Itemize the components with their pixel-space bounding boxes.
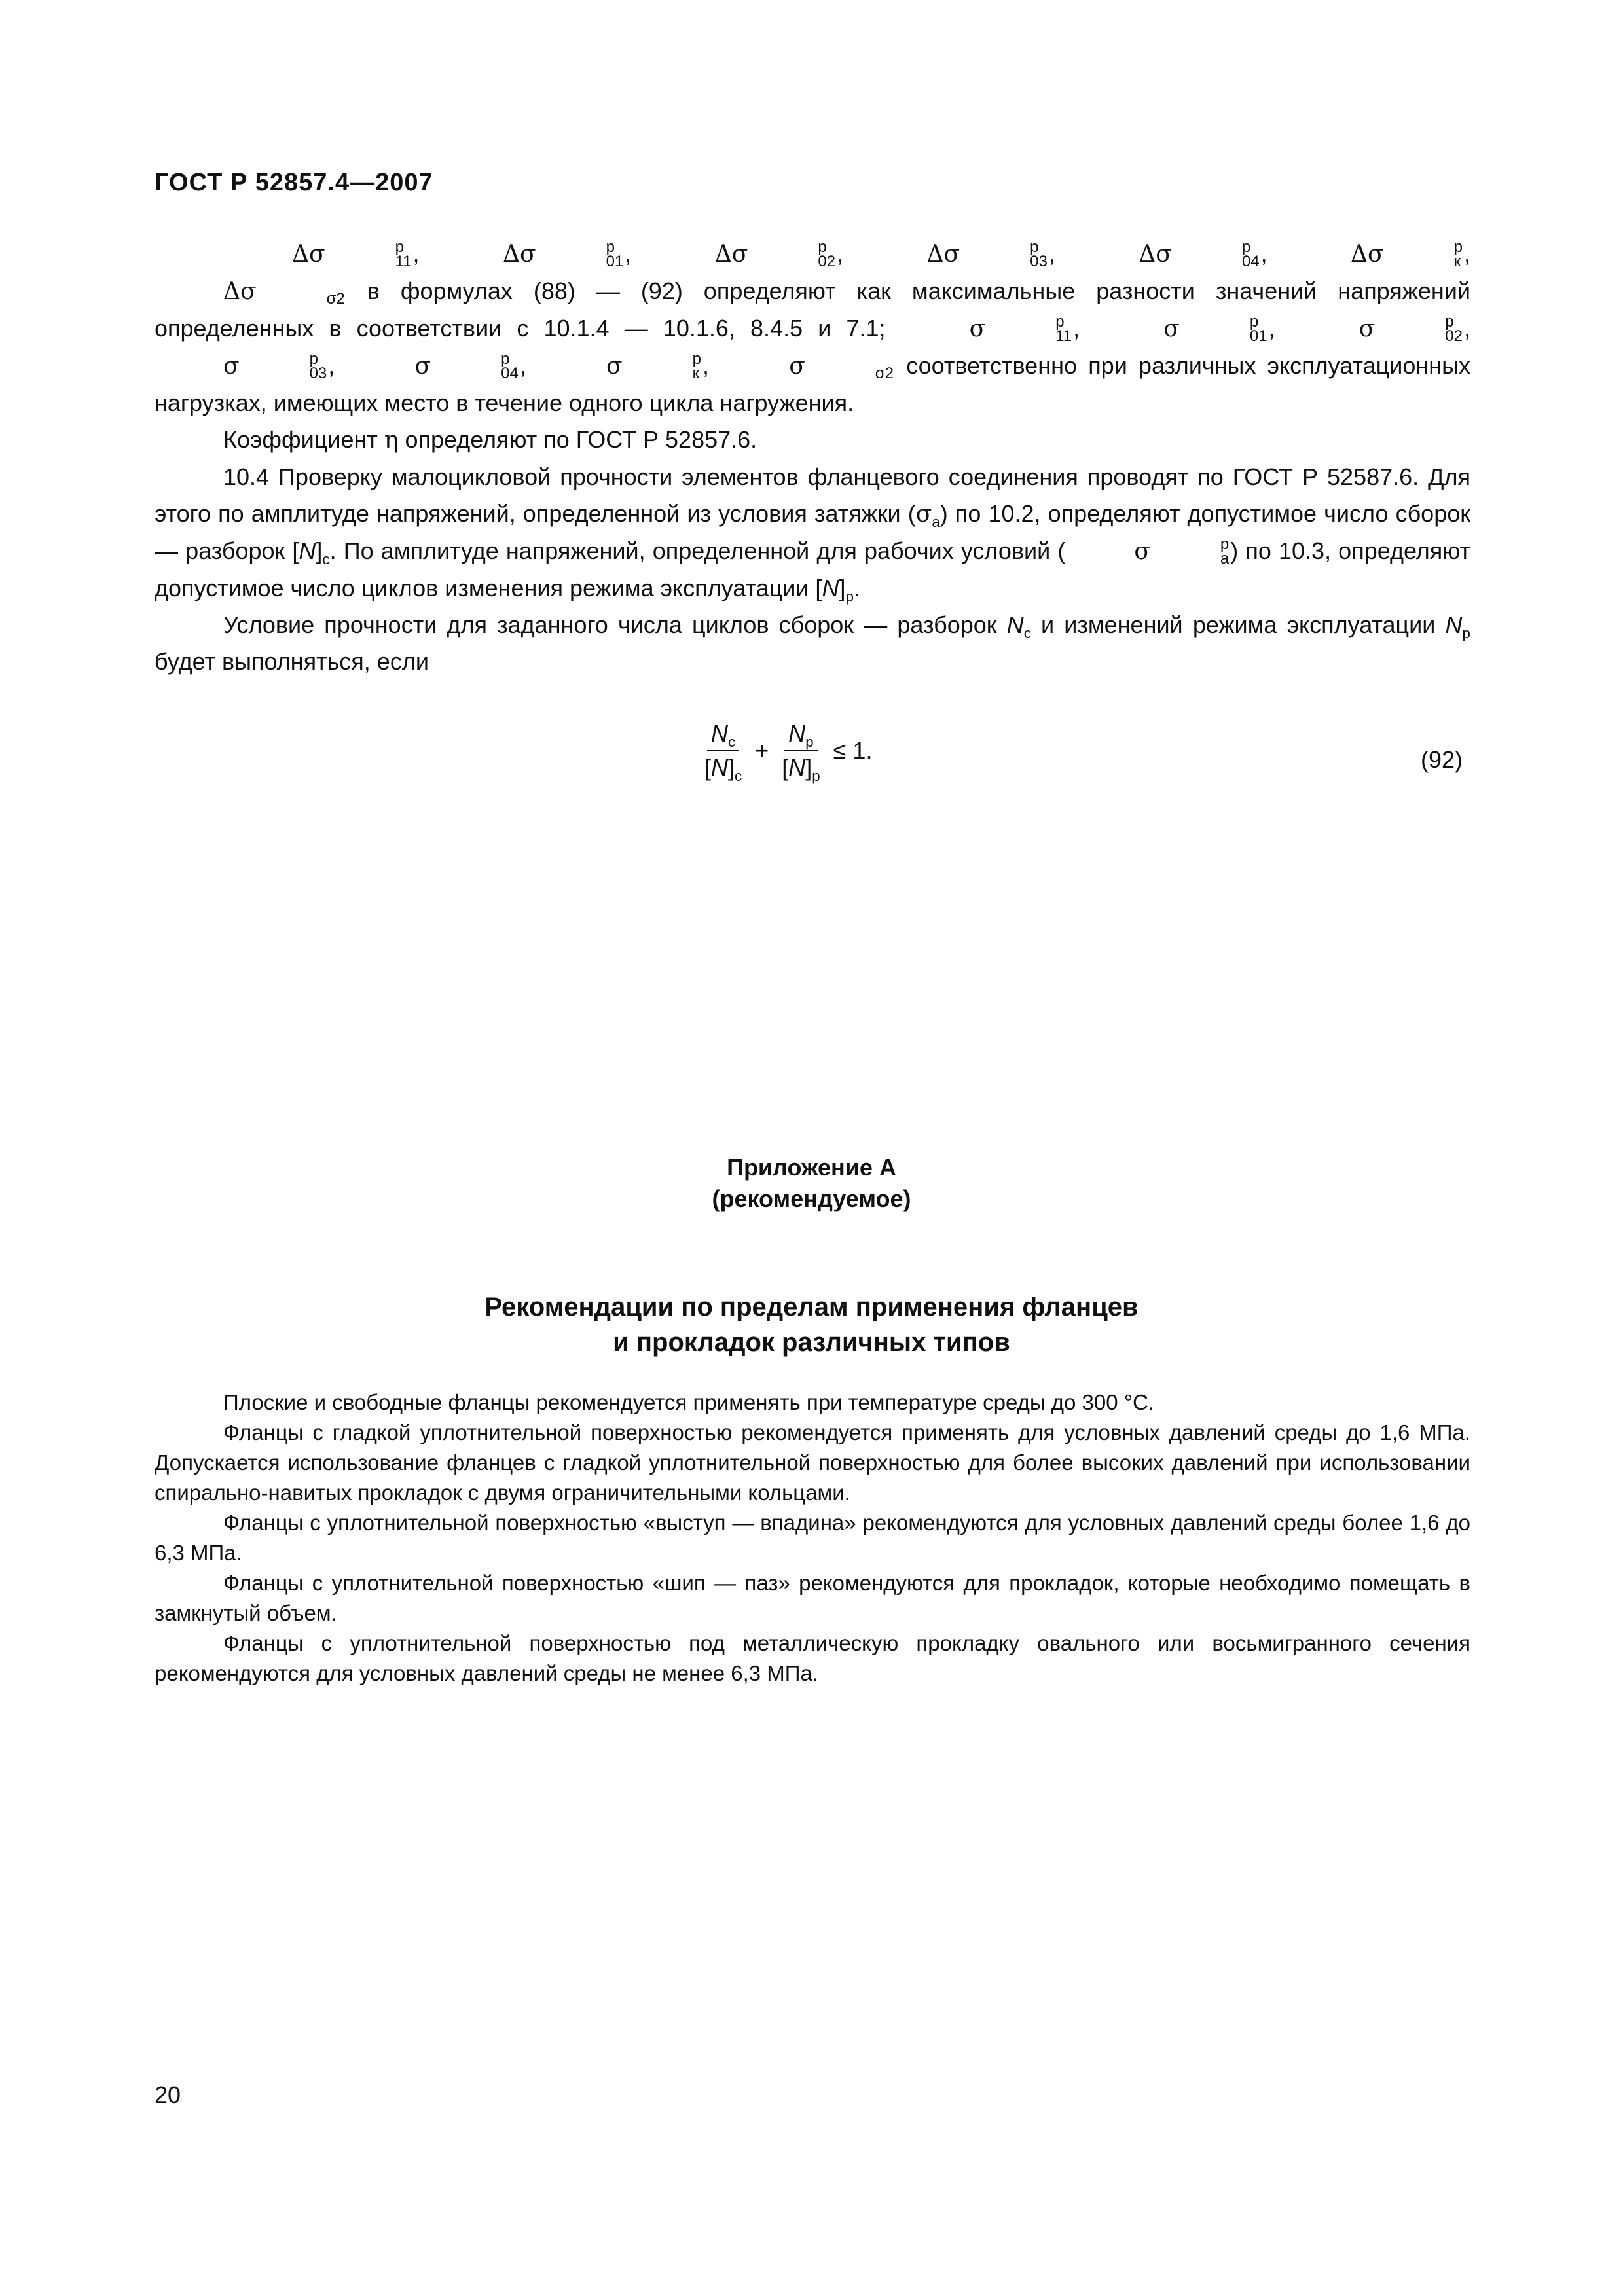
sigma-symbol: σ [1359,315,1376,342]
recommendation-paragraph: Фланцы с уплотнительной поверхностью «шип — паз» рекомендуются для прокладок, которые необходимо помещать в замкнутый объем. [155,1571,1470,1625]
plus-sign: + [755,737,769,764]
fraction-p: $\frac{N_р}{[N]_р}$ [782,720,820,785]
sigma-symbol: σ [789,353,805,380]
recommendation-paragraph: Плоские и свободные фланцы рекомендуется применять при температуре среды до 300 °С. [223,1390,1154,1414]
annex-subtitle: (рекомендуемое) [712,1185,911,1212]
eta-paragraph: Коэффициент η определяют по ГОСТ Р 52857.6. [223,426,757,454]
delta-sigma-symbol: Δσ [926,241,960,268]
recommendations-title-line1: Рекомендации по пределам применения фланцев [484,1293,1139,1321]
recommendation-paragraph: Фланцы с уплотнительной поверхностью под металлическую прокладку овального или восьмигранного сечения рекомендуются для условных давлений среды не менее 6,3 МПа. [155,1631,1470,1685]
sigma-symbol: σ [414,353,431,380]
recommendation-paragraph: Фланцы с уплотнительной поверхностью «выступ — впадина» рекомендуются для условных давлений среды более 1,6 до 6,3 МПа. [155,1511,1470,1565]
recommendations-body [155,1388,1470,1689]
delta-sigma-symbol: Δσ [1351,241,1384,268]
document-code-header: ГОСТ Р 52857.4—2007 [155,169,433,196]
sigma-symbol: σ [1134,538,1150,565]
paragraph-text: разности значений напряжений определенных в соответствии с 10.1.4 — 10.1.6, 8.4.5 и 7.1; [155,278,1470,342]
formula-92 [701,720,873,785]
sigma-symbol: σ [606,353,623,380]
page-number: 20 [155,2081,181,2108]
paragraph-text: в формулах (88) — (92) определяют как максимальные [367,278,1076,304]
sigma-symbol: σ [969,315,986,342]
formula-number: (92) [1421,746,1463,773]
delta-sigma-symbol: Δσ [502,241,536,268]
strength-condition-paragraph: Условие прочности для заданного числа циклов сборок — разборок $N_с$ и изменений режима эксплуатации $N_р$ будет выполняться, если [155,611,1470,675]
recommendations-title-line2: и прокладок различных типов [613,1328,1010,1357]
delta-sigma-symbol: Δσ [714,241,748,268]
annex-title: Приложение А [727,1154,896,1181]
paragraph-text: соответственно при различных эксплуатационных нагрузках, имеющих место в течение одного цикла нагружения. [155,352,1470,416]
delta-sigma-symbol: Δσ [223,278,257,305]
sigma-symbol: σ [1163,315,1180,342]
sigma-symbol: σ [915,501,932,528]
fraction-c: $\frac{N_с}{[N]_с}$ [704,720,742,785]
sigma-symbol: σ [223,353,240,380]
delta-sigma-symbol: Δσ [1139,241,1172,268]
recommendation-paragraph: Фланцы с гладкой уплотнительной поверхностью рекомендуется применять для условных давлений среды до 1,6 МПа. Допускается использование фланцев с гладкой уплотнительной поверхностью для более высоких давлений при использовании спирально-навитых прокладок с двумя ограничительными кольцами. [155,1420,1470,1505]
section-10-4-paragraph: 10.4 Проверку малоцикловой прочности элементов фланцевого соединения проводят по ГОСТ Р 52587.6. Для этого по амплитуде напряжений, определенной из условия затяжки $(\sigma_а)$ по 10.2, определяют допустимое число сборок — разборок $[N]_с$. По амплитуде напряжений, определенной для рабочих условий ( σ р а ) по 10.3, определяют допустимое число циклов изменения режима эксплуатации $[N]_р$. [155,463,1471,605]
formula-rhs: ≤ 1. [833,737,873,764]
stress-definition-paragraph: Δσ р 11 , Δσ р 01 , Δσ р 02 , Δσ р 03 , Δσ р 04 , Δσ р к , Δσ σ2 в формулах (88) — (92) определяют как максимальные разности значений напряжений определенных в соответствии с 10.1.4 — 10.1.6, 8.4.5 и 7.1; σ р 11 , σ р 01 , σ р 02 , σ р 03 , σ р 04 , σ р к , σ σ2 соответственно при различных эксплуатационных нагрузках, имеющих место в течение одного цикла нагружения. Коэффициент η определяют по ГОСТ Р 52857.6. 10.4 Проверку малоцикловой прочности элементов фланцевого соединения проводят по ГОСТ Р 52587.6. Для этого по амплитуде напряжений, определенной из условия затяжки $(\sigma_а)$ по 10.2, определяют допустимое число сборок — разборок $[N]_с$. По амплитуде напряжений, определенной для рабочих условий ( σ р а ) по 10.3, определяют допустимое число циклов изменения режима эксплуатации $[N]_р$. Условие прочности для заданного числа циклов сборок — разборок $N_с$ и изменений режима эксплуатации $N_р$ будет выполняться, если [155,236,1470,680]
delta-sigma-symbol: Δσ [292,241,325,268]
eta-symbol: η [384,427,399,454]
